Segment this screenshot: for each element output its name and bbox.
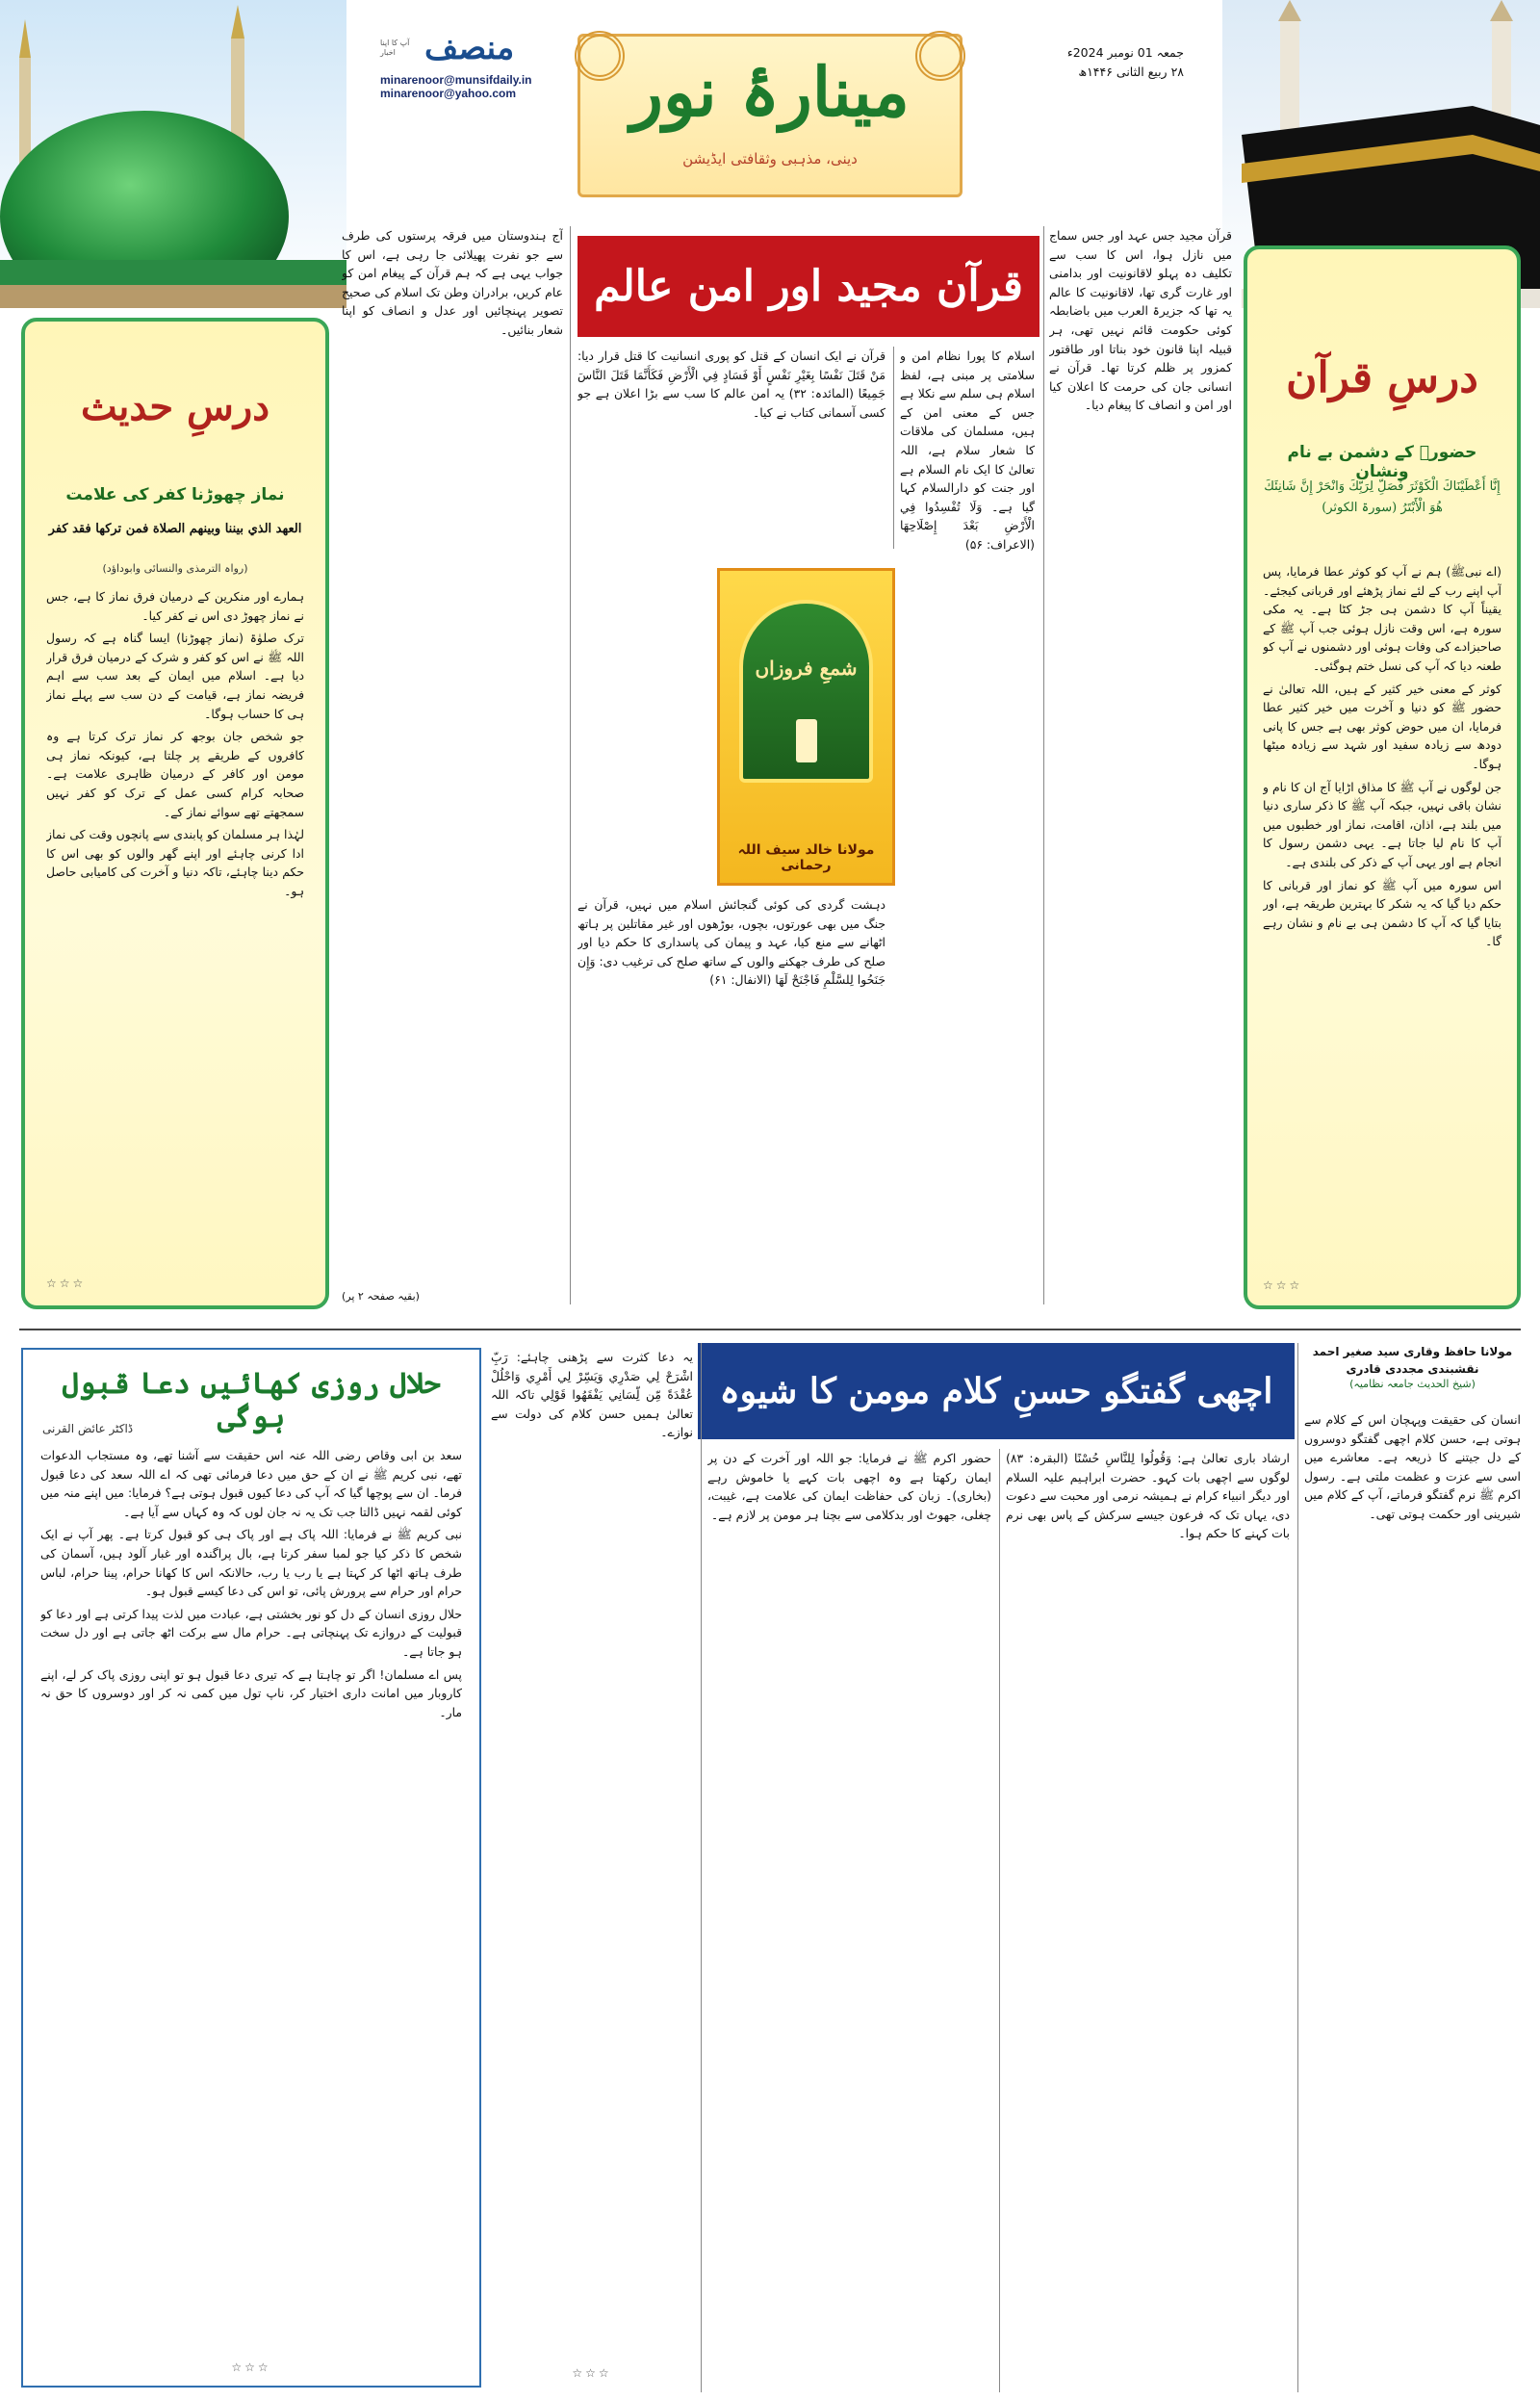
article-2-author [1304, 1343, 1521, 1401]
paragraph: ترک صلوٰۃ (نماز چھوڑنا) ایسا گناہ ہے کہ رسول اللہ ﷺ نے اس کو کفر و شرک کے درمیان فرق قرار دیا ہے۔ اسلام میں ایمان کے بعد سب سے اہم فریضہ نماز ہے، قیامت کے دن سب سے پہلے نماز ہی کا حساب ہوگا۔ [46, 631, 304, 721]
paragraph: جن لوگوں نے آپ ﷺ کا مذاق اڑایا آج ان کا نام و نشان باقی نہیں، جبکہ آپ ﷺ کا ذکر ساری دنیا میں بلند ہے، اذان، اقامت، نماز اور خطبوں میں آپ کا نام لیا جاتا ہے۔ یہی دشمن رسول کا انجام ہے اور یہی آپ کے ذکر کی بلندی ہے۔ [1263, 779, 1502, 869]
paragraph: نبی کریم ﷺ نے فرمایا: اللہ پاک ہے اور پاک ہی کو قبول کرتا ہے۔ پھر آپ نے ایک شخص کا ذکر کیا جو لمبا سفر کرتا ہے، بال پراگندہ اور غبار آلود ہیں، آسمان کی طرف ہاتھ اٹھا کر کہتا ہے یا رب یا رب، حالانکہ اس کا کھانا حرام، پینا حرام، لباس حرام اور حرام سے پرورش پائی، تو اس کی دعا کیسے قبول ہو۔ [40, 1527, 462, 1599]
continued-note: (بقیہ صفحہ ۲ پر) [342, 1290, 420, 1303]
author-role: (شیخ الحدیث جامعہ نظامیہ) [1349, 1378, 1476, 1390]
main-article-inset [717, 568, 895, 886]
date-block [987, 43, 1184, 101]
dars-hadith-heading: درسِ حدیث [80, 384, 270, 429]
main-article-title: قرآن مجید اور امن عالم [578, 236, 1040, 337]
brand-tagline: آپ کا اپنا اخبار [380, 39, 410, 57]
main-article-column: قرآن نے ایک انسان کے قتل کو پوری انسانیت کا قتل قرار دیا: مَنْ قَتَلَ نَفْسًا بِغَيْرِ نَفْسٍ أَوْ فَسَادٍ فِي الْأَرْضِ فَكَأَنَّمَا قَتَلَ النَّاسَ جَمِيعًا (المائدہ: ۳۲) یہ امن عالم کا سب سے بڑا اعلان ہے جو کسی آسمانی کتاب نے کیا۔ [578, 349, 886, 420]
hadith-source: (رواہ الترمذی والنسائی وابوداؤد) [102, 562, 248, 575]
inset-label: شمعِ فروزاں [755, 657, 858, 680]
end-mark: ☆☆☆ [1263, 1278, 1303, 1292]
dars-hadith-panel [21, 318, 329, 1309]
main-article-column: قرآن مجید جس عہد اور جس سماج میں نازل ہوا، اس کا سب سے تکلیف دہ پہلو لاقانونیت اور بدامنی اور غارت گری تھا، لاقانونیت کا عالم یہ تھا کہ جزیرۃ العرب میں باضابطہ کوئی حکومت قائم نہیں تھی، ہر قبیلہ اپنا قانون خود بناتا اور طاقتور کمزور پر ظلم کرتا تھا۔ قرآن نے انسانی جان کی حرمت کا اعلان کیا اور امن و انصاف کا پیغام دیا۔ [1049, 228, 1232, 413]
dars-hadith-body [46, 587, 304, 1261]
section-divider [19, 1329, 1521, 1330]
article-2-column: ارشاد باری تعالیٰ ہے: وَقُولُوا لِلنَّاسِ حُسْنًا (البقرہ: ۸۳) لوگوں سے اچھی بات کہو۔ حضرت ابراہیم علیہ السلام اور دیگر انبیاء کرام نے ہمیشہ نرمی اور محبت سے دعوت دی، یہاں تک کہ فرعون جیسے سرکش کے پاس بھی نرم بات کہنے کا حکم ہوا۔ [1006, 1451, 1290, 1541]
dars-quran-body [1263, 562, 1502, 1275]
email-link-2[interactable]: minarenoor@yahoo.com [380, 87, 517, 100]
publication-subtitle: دینی، مذہبی وثقافتی ایڈیشن [682, 150, 858, 168]
candle-icon [796, 719, 817, 762]
publication-title: مینارۂ نور [630, 52, 910, 132]
brand-logo: منصف [424, 29, 515, 67]
end-mark: ☆☆☆ [231, 2361, 271, 2374]
paragraph: (اے نبیﷺ) ہم نے آپ کو کوثر عطا فرمایا، پس آپ اپنے رب کے لئے نماز پڑھئے اور قربانی کیجئے۔ یقیناً آپ کا دشمن ہی جڑ کٹا ہے۔ یہ مکی سورہ ہے، اس وقت نازل ہوئی جب آپ ﷺ کے صاحبزادے کی وفات ہوئی اور دشمنوں نے آپ کو طعنہ دیا کہ آپ کی نسل ختم ہوگئی۔ [1263, 564, 1502, 673]
brand-block [380, 29, 563, 154]
gregorian-date: جمعہ 01 نومبر 2024ء [1066, 45, 1184, 60]
end-mark: ☆☆☆ [46, 1277, 87, 1290]
arch-ornament-icon [739, 600, 873, 783]
paragraph: حلال روزی انسان کے دل کو نور بخشتی ہے، عبادت میں لذت پیدا کرتی ہے اور دعا کو قبولیت کے دروازے تک پہنچاتی ہے۔ حرام مال سے برکت اٹھ جاتی ہے اور دل سخت ہو جاتا ہے۔ [40, 1606, 462, 1659]
paragraph: جو شخص جان بوجھ کر نماز ترک کرتا ہے وہ کافروں کے طریقے پر چلتا ہے، کیونکہ نماز ہی مومن اور کافر کے درمیان ظاہری علامت ہے۔ صحابہ کرام کسی عمل کے ترک کو کفر نہیں سمجھتے تھے سوائے نماز کے۔ [46, 729, 304, 819]
article-2-title: اچھی گفتگو حسنِ کلام مومن کا شیوہ [698, 1343, 1295, 1439]
main-article-column: دہشت گردی کی کوئی گنجائش اسلام میں نہیں، قرآن نے جنگ میں بھی عورتوں، بچوں، بوڑھوں اور غیر مقاتلین پر ہاتھ اٹھانے سے منع کیا، عہد و پیمان کی پاسداری کا حکم دیا اور صلح کی طرف جھکنے والوں کے ساتھ صلح کی ترغیب دی: وَإِن جَنَحُوا لِلسَّلْمِ فَاجْنَحْ لَهَا (الانفال: ۶۱) [578, 897, 886, 988]
dars-quran-subtitle: حضورؐ کے دشمن بے نام ونشان [1287, 443, 1477, 481]
dars-quran-heading: درسِ قرآن [1286, 353, 1478, 402]
masthead [578, 34, 962, 197]
paragraph: سعد بن ابی وقاص رضی اللہ عنہ اس حقیقت سے آشنا تھے، وہ مستجاب الدعوات تھے، نبی کریم ﷺ نے ان کے حق میں دعا فرمائی تھی کہ اے اللہ سعد کی دعا قبول فرما۔ ان سے پوچھا گیا کہ آپ کی دعا کیوں قبول ہوتی ہے؟ فرمایا: میں اپنے منہ میں کوئی لقمہ نہیں ڈالتا جب تک یہ نہ جان لوں کہ وہ کہاں سے آیا ہے۔ [40, 1448, 462, 1519]
dars-hadith-subtitle: نماز چھوڑنا کفر کی علامت [65, 485, 285, 504]
article-3-box [21, 1348, 481, 2388]
paragraph: اس سورہ میں آپ ﷺ کو نماز اور قربانی کا حکم دیا گیا کہ یہ شکر کا بہترین طریقہ ہے، اور بتایا گیا کہ آپ کا دشمن ہی بے نام و نشان رہے گا۔ [1263, 877, 1502, 949]
paragraph: لہٰذا ہر مسلمان کو پابندی سے پانچوں وقت کی نماز ادا کرنی چاہئے اور اپنے گھر والوں کو بھی اس کا حکم دینا چاہئے، تاکہ دنیا و آخرت کی کامیابی حاصل ہو۔ [46, 827, 304, 898]
paragraph: پس اے مسلمان! اگر تو چاہتا ہے کہ تیری دعا قبول ہو تو اپنی روزی پاک کر لے، اپنے کاروبار میں امانت داری اختیار کر، ناپ تول میں کمی نہ کر اور دوسروں کا حق نہ مار۔ [40, 1666, 462, 1719]
article-2-column: یہ دعا کثرت سے پڑھنی چاہئے: رَبِّ اشْرَحْ لِي صَدْرِي وَيَسِّرْ لِي أَمْرِي وَاحْلُلْ عُقْدَةً مِّن لِّسَانِي يَفْقَهُوا قَوْلِي تاکہ اللہ تعالیٰ ہمیں حسن کلام کی دولت سے نوازے۔ [491, 1350, 693, 1440]
paragraph: کوثر کے معنی خیر کثیر کے ہیں، اللہ تعالیٰ نے حضور ﷺ کو دنیا و آخرت میں خیر کثیر عطا فرمایا، ان میں حوض کوثر بھی ہے جس کا پانی دودھ سے زیادہ سفید اور شہد سے زیادہ میٹھا ہوگا۔ [1263, 681, 1502, 771]
author-name: مولانا حافظ وقاری سید صغیر احمد نقشبندی مجددی قادری [1312, 1345, 1513, 1376]
hijri-date: ۲۸ ربیع الثانی ۱۴۴۶ھ [1078, 65, 1184, 79]
hadith-text: العهد الذي بيننا وبينهم الصلاة فمن تركها فقد كفر [48, 522, 302, 536]
article-2-column: حضور اکرم ﷺ نے فرمایا: جو اللہ اور آخرت کے دن پر ایمان رکھتا ہے وہ اچھی بات کہے یا خاموش رہے (بخاری)۔ زبان کی حفاظت ایمان کی علامت ہے، غیبت، چغلی، جھوٹ اور بدکلامی سے بچنا ہر مومن پر لازم ہے۔ [707, 1451, 991, 1522]
green-dome-illustration [0, 0, 346, 308]
author-name: ڈاکٹر عائض القرنی [42, 1422, 134, 1435]
quran-ayah: إِنَّا أَعْطَيْنَاكَ الْكَوْثَرَ فَصَلِّ لِرَبِّكَ وَانْحَرْ إِنَّ شَانِئَكَ هُوَ الْأَبْتَرُ (سورۃ الکوثر) [1264, 479, 1501, 515]
article-3-title: حلال روزی کھائیں دعا قبول ہوگی [62, 1367, 441, 1434]
paragraph: ہمارے اور منکرین کے درمیان فرق نماز کا ہے، جس نے نماز چھوڑ دی اس نے کفر کیا۔ [46, 589, 304, 623]
article-2-column: انسان کی حقیقت وپہچان اس کے کلام سے ہوتی ہے، حسن کلام اچھی گفتگو دوسروں کے دل جیتنے کا ذریعہ ہے۔ معاشرے میں اسی سے عزت و عظمت ملتی ہے۔ رسول اکرم ﷺ نرم گفتگو فرماتے، آپ کے کلام میں شیرینی اور حکمت ہوتی تھی۔ [1304, 1412, 1521, 1521]
article-3-body [40, 1446, 462, 2349]
email-link-1[interactable]: minarenoor@munsifdaily.in [380, 73, 532, 87]
author-name: مولانا خالد سیف اللہ رحمانی [737, 842, 875, 873]
main-article-column: اسلام کا پورا نظام امن و سلامتی پر مبنی ہے، لفظ اسلام ہی سلم سے نکلا ہے جس کے معنی امن کے ہیں، مسلمان کی ملاقات کا شعار سلام ہے، اللہ تعالیٰ کا ایک نام السلام ہے اور جنت کو دارالسلام کہا گیا ہے۔ وَلَا تُفْسِدُوا فِي الْأَرْضِ بَعْدَ إِصْلَاحِهَا (الاعراف: ۵۶) [900, 349, 1035, 552]
main-article-column: آج ہندوستان میں فرقہ پرستوں کی طرف سے جو نفرت پھیلائی جا رہی ہے، اس کا جواب یہی ہے کہ ہم قرآن کے پیغام امن کو عام کریں، برادران وطن تک اسلام کی صحیح تصویر پہنچائیں اور عدل و انصاف کو اپنا شعار بنائیں۔ [342, 228, 563, 337]
end-mark: ☆☆☆ [572, 2366, 612, 2380]
dars-quran-panel [1244, 245, 1521, 1309]
